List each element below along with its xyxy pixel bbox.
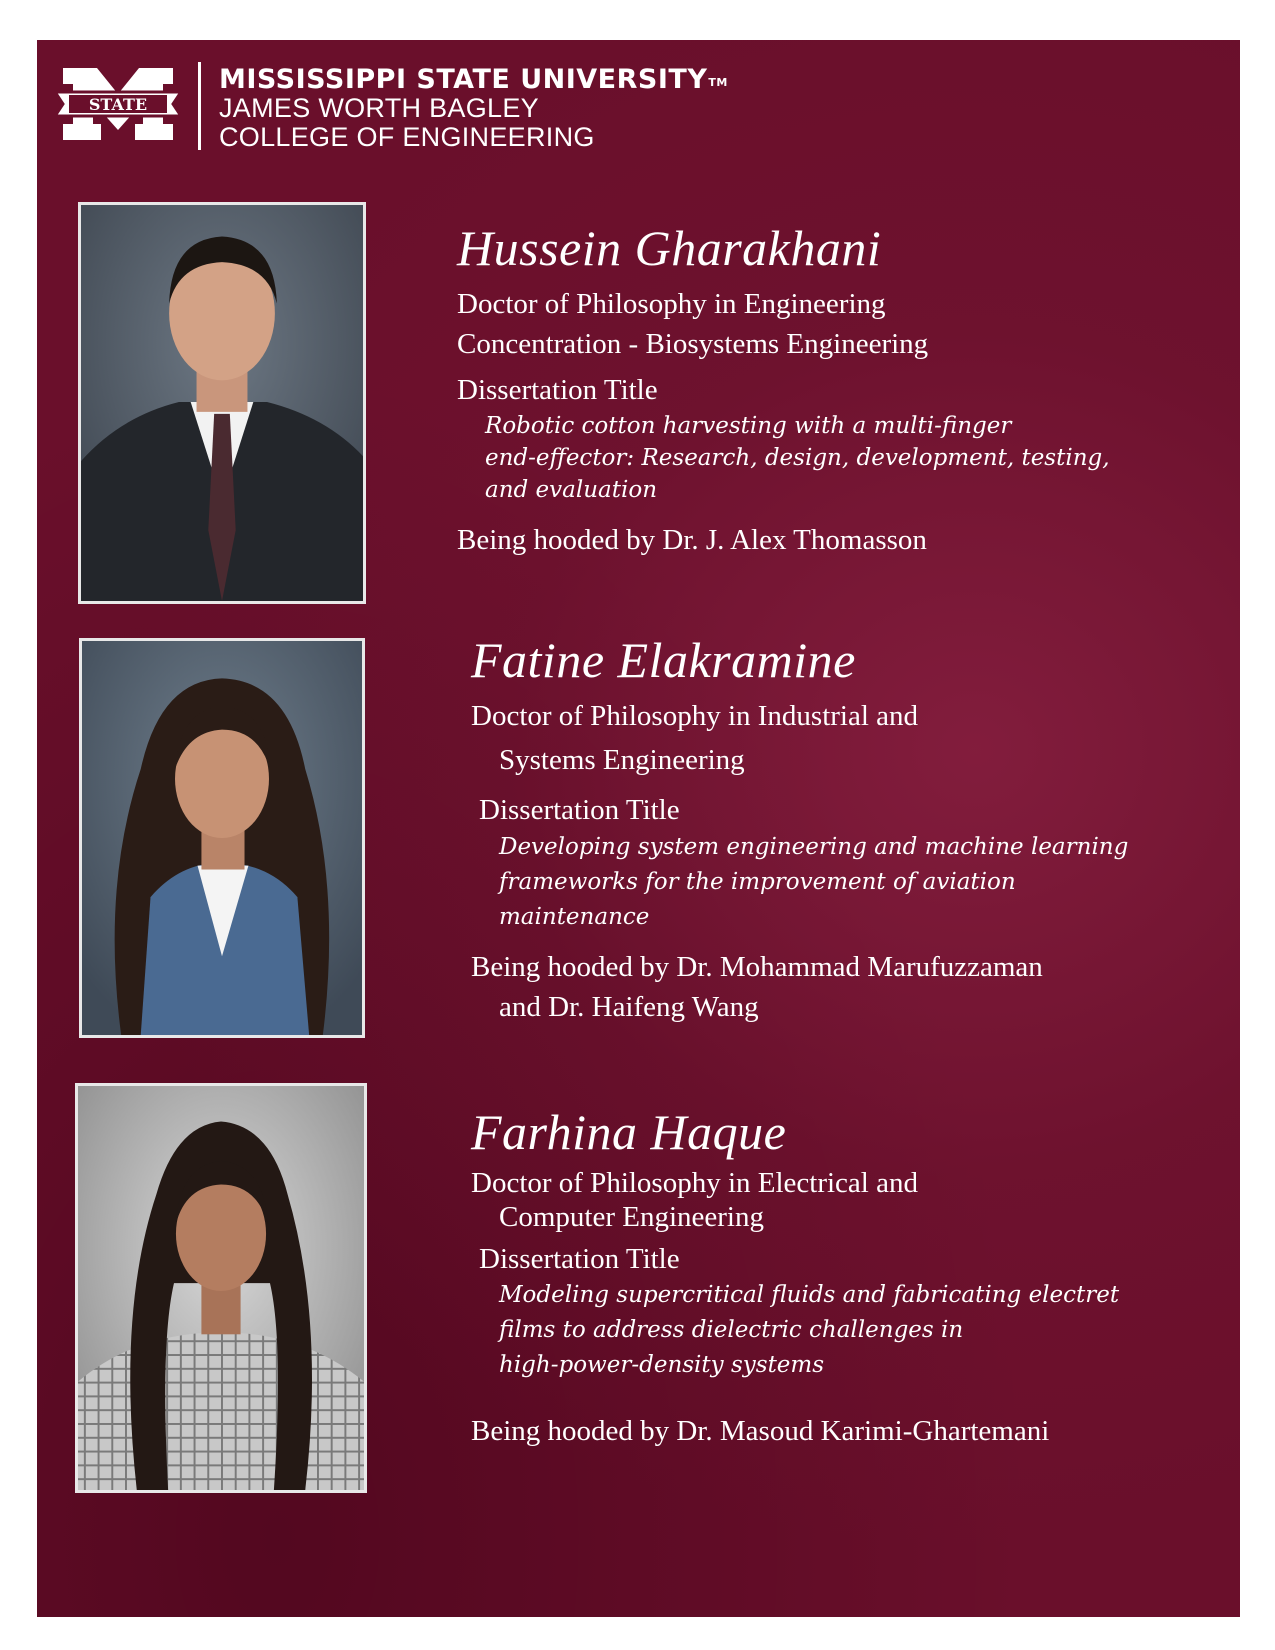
- degree-line-1: Doctor of Philosophy in Electrical and: [471, 1167, 918, 1199]
- dissertation-title: Developing system engineering and machine learning frameworks for the improvement of aviation maintenance: [499, 834, 1129, 930]
- portrait-photo-3: [75, 1083, 367, 1493]
- degree-line-1: Doctor of Philosophy in Engineering: [457, 288, 886, 320]
- college-line-1: JAMES WORTH BAGLEY: [219, 93, 539, 123]
- hooded-by: Being hooded by Dr. J. Alex Thomasson: [457, 524, 927, 556]
- hooded-by-line-2: and Dr. Haifeng Wang: [499, 991, 759, 1023]
- degree-line-2: Systems Engineering: [499, 744, 745, 776]
- logo-text: STATE: [88, 95, 148, 114]
- graduate-entry-3: [471, 1104, 1119, 1451]
- msu-logo: [55, 64, 181, 144]
- dissertation-title: Robotic cotton harvesting with a multi-finger end-effector: Research, design, development, testing, and evaluation: [485, 413, 1110, 503]
- dissertation-label: Dissertation Title: [479, 1243, 680, 1275]
- university-name: MISSISSIPPI STATE UNIVERSITYTM: [219, 64, 728, 95]
- graduate-name: Hussein Gharakhani: [457, 220, 882, 276]
- dissertation-label: Dissertation Title: [457, 374, 658, 406]
- degree-line-2: Concentration - Biosystems Engineering: [457, 328, 929, 360]
- graduate-name: Farhina Haque: [471, 1104, 787, 1160]
- degree-line-2: Computer Engineering: [499, 1201, 764, 1233]
- graduate-entry-1: [457, 220, 1110, 560]
- hooded-by: Being hooded by Dr. Masoud Karimi-Ghartemani: [471, 1415, 1050, 1447]
- dissertation-label: Dissertation Title: [479, 794, 680, 826]
- college-name: [219, 94, 595, 152]
- dissertation-title: Modeling supercritical fluids and fabricating electret films to address dielectric challenges in high-power-density systems: [499, 1282, 1120, 1378]
- degree-line-1: Doctor of Philosophy in Industrial and: [471, 700, 919, 732]
- graduate-name: Fatine Elakramine: [471, 632, 856, 688]
- graduate-entry-2: [471, 632, 1128, 1027]
- portrait-photo-1: [78, 202, 366, 604]
- trademark: TM: [708, 76, 728, 89]
- hooded-by-line-1: Being hooded by Dr. Mohammad Marufuzzaman: [471, 951, 1043, 983]
- header-divider: [198, 62, 201, 150]
- college-line-2: COLLEGE OF ENGINEERING: [219, 122, 595, 152]
- portrait-photo-2: [79, 638, 365, 1038]
- program-panel: [37, 40, 1240, 1617]
